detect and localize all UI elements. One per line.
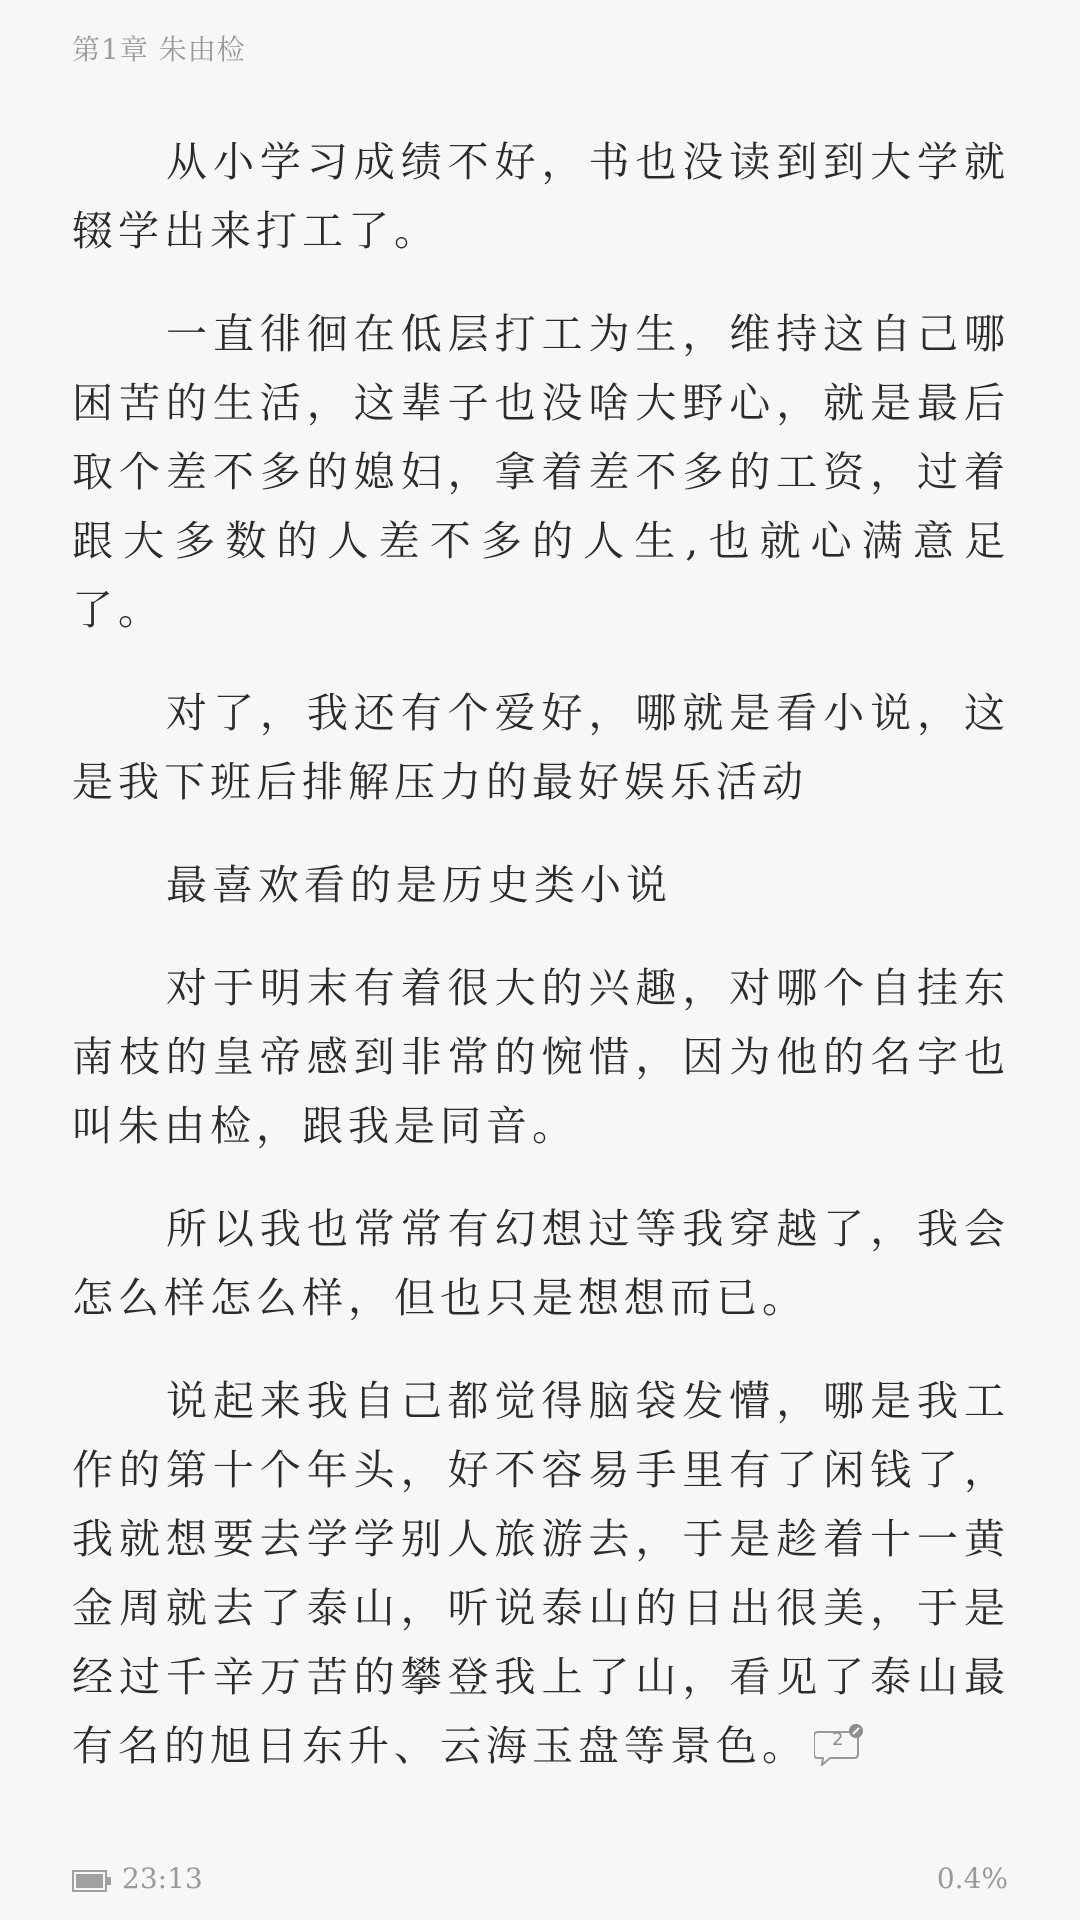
paragraph-4: 最喜欢看的是历史类小说	[166, 861, 672, 909]
paragraph-7-text: 说起来我自己都觉得脑袋发懵，哪是我工作的第十个年头，好不容易手里有了闲钱了，我就想要去学学别人旅游去，于是趁着十一黄金周就去了泰山，听说泰山的日出很美，于是经过千辛万苦的攀登我上了山，看见了泰山最有名的旭日东升、云海玉盘等景色。	[72, 1377, 1010, 1770]
paragraph-2: 一直徘徊在低层打工为生，维持这自己哪困苦的生活，这辈子也没啥大野心，就是最后取个差不多的媳妇，拿着差不多的工资，过着跟大多数的人差不多的人生,也就心满意足了。	[72, 310, 1010, 634]
reading-progress: 0.4%	[936, 1862, 1008, 1895]
paragraph-comment-button[interactable]	[814, 1724, 864, 1766]
paragraph-5: 对于明末有着很大的兴趣，对哪个自挂东南枝的皇帝感到非常的惋惜，因为他的名字也叫朱由检，跟我是同音。	[72, 964, 1010, 1150]
comment-count: 2	[832, 1729, 844, 1750]
paragraph-3: 对了，我还有个爱好，哪就是看小说，这是我下班后排解压力的最好娱乐活动	[72, 689, 1010, 806]
chapter-title: 第1章 朱由检	[72, 33, 246, 66]
reading-content[interactable]	[72, 128, 1010, 1815]
battery-icon	[72, 1870, 112, 1892]
paragraph-7	[72, 1367, 1010, 1781]
paragraph-1: 从小学习成绩不好，书也没读到到大学就辍学出来打工了。	[72, 138, 1010, 255]
status-bar	[72, 1862, 1008, 1898]
paragraph-6: 所以我也常常有幻想过等我穿越了，我会怎么样怎么样，但也只是想想而已。	[72, 1205, 1010, 1322]
clock-time: 23:13	[122, 1862, 203, 1895]
